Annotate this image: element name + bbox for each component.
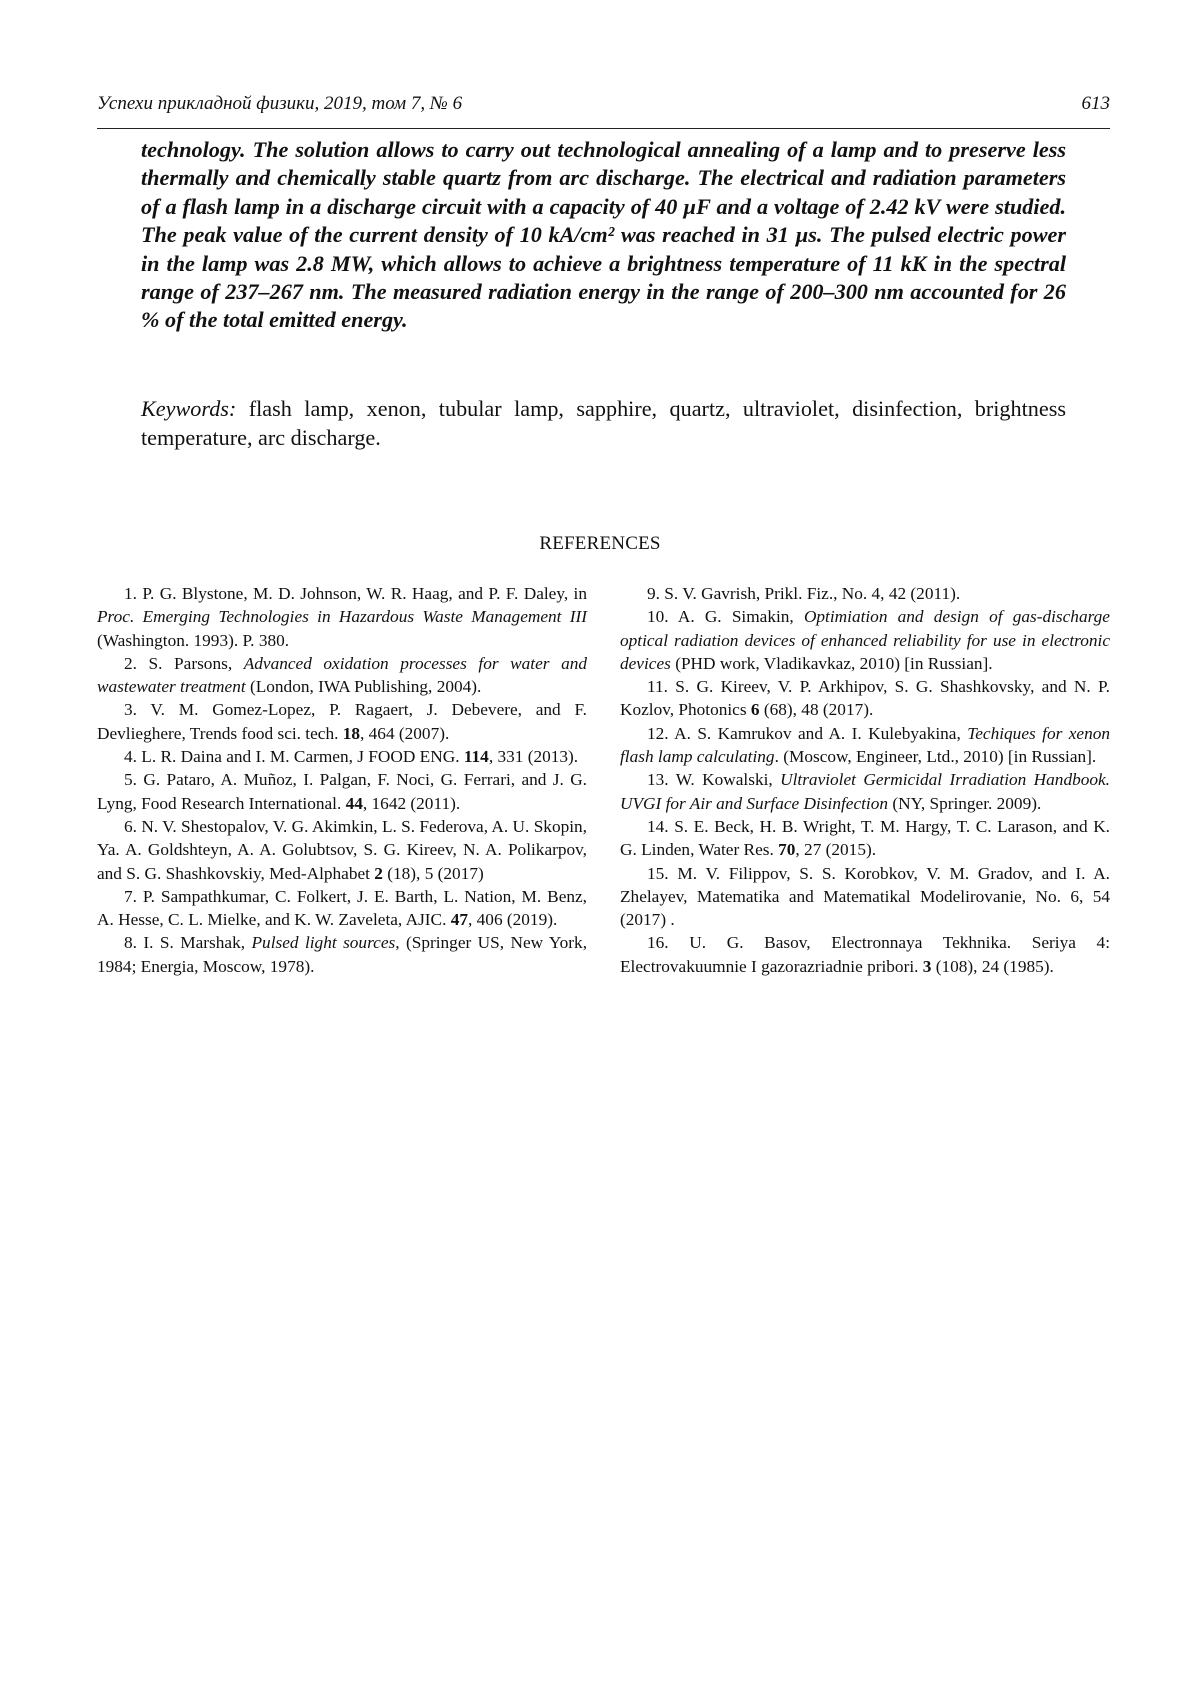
- reference-item: 1. P. G. Blystone, M. D. Johnson, W. R. Haag, and P. F. Daley, in Proc. Emerging Technologies in Hazardous Waste Management III (Washington. 1993). P. 380.: [97, 584, 587, 650]
- references-left-column: [97, 582, 587, 978]
- reference-item: 16. U. G. Basov, Electronnaya Tekhnika. Seriya 4: Electrovakuumnie I gazorazriadnie pribori. 3 (108), 24 (1985).: [620, 933, 1110, 976]
- reference-item: 3. V. M. Gomez-Lopez, P. Ragaert, J. Debevere, and F. Devlieghere, Trends food sci. tech. 18, 464 (2007).: [97, 700, 588, 743]
- reference-item: 6. N. V. Shestopalov, V. G. Akimkin, L. S. Federova, A. U. Skopin, Ya. A. Goldshteyn, A. A. Golubtsov, S. G. Kireev, N. A. Polikarpov, and S. G. Shashkovskiy, Med-Alphabet 2 (18), 5 (2017): [97, 816, 587, 883]
- reference-item: 8. I. S. Marshak, Pulsed light sources, (Springer US, New York, 1984; Energia, Moscow, 1978).: [97, 933, 588, 976]
- keywords-label: Keywords:: [141, 396, 237, 421]
- reference-item: 4. L. R. Daina and I. M. Carmen, J FOOD ENG. 114, 331 (2013).: [124, 747, 579, 767]
- reference-item: 13. W. Kowalski, Ultraviolet Germicidal Irradiation Handbook. UVGI for Air and Surface Disinfection (NY, Springer. 2009).: [620, 770, 1110, 813]
- journal-title: Успехи прикладной физики, 2019, том 7, № 6: [97, 93, 463, 114]
- references-right-column: [620, 582, 1110, 978]
- references-heading: REFERENCES: [539, 533, 661, 554]
- keywords: [141, 394, 1066, 452]
- page-number: 613: [1081, 93, 1110, 114]
- reference-item: 9. S. V. Gavrish, Prikl. Fiz., No. 4, 42 (2011).: [647, 584, 961, 603]
- abstract-text: technology. The solution allows to carry out technological annealing of a lamp and to preserve less thermally and chemically stable quartz from arc discharge. The electrical and radiation parameters of a flash lamp in a discharge circuit with a capacity of 40 µF and a voltage of 2.42 kV were studied. The peak value of the current density of 10 kA/cm² was reached in 31 µs. The pulsed electric power in the lamp was 2.8 MW, which allows to achieve a brightness temperature of 11 kK in the spectral range of 237–267 nm. The measured radiation energy in the range of 200–300 nm accounted for 26 % of the total emitted energy.: [141, 137, 1066, 333]
- reference-item: 14. S. E. Beck, H. B. Wright, T. M. Hargy, T. C. Larason, and K. G. Linden, Water Res. 70, 27 (2015).: [620, 816, 1111, 860]
- reference-item: 2. S. Parsons, Advanced oxidation processes for water and wastewater treatment (London, IWA Publishing, 2004).: [97, 653, 587, 697]
- reference-item: 10. A. G. Simakin, Optimiation and design of gas-discharge optical radiation devices of enhanced reliability for use in electronic devices (PHD work, Vladikavkaz, 2010) [in Russian].: [620, 607, 1110, 673]
- reference-item: 12. A. S. Kamrukov and A. I. Kulebyakina, Techiques for xenon flash lamp calculating. (Moscow, Engineer, Ltd., 2010) [in Russian].: [620, 723, 1110, 767]
- keywords-text: flash lamp, xenon, tubular lamp, sapphire, quartz, ultraviolet, disinfection, brightness temperature, arc discharge.: [141, 396, 1066, 450]
- reference-item: 5. G. Pataro, A. Muñoz, I. Palgan, F. Noci, G. Ferrari, and J. G. Lyng, Food Research International. 44, 1642 (2011).: [97, 770, 587, 813]
- running-header: [97, 92, 1110, 129]
- reference-item: 7. P. Sampathkumar, C. Folkert, J. E. Barth, L. Nation, M. Benz, A. Hesse, C. L. Mielke, and K. W. Zaveleta, AJIC. 47, 406 (2019).: [97, 886, 587, 930]
- reference-item: 15. M. V. Filippov, S. S. Korobkov, V. M. Gradov, and I. A. Zhelayev, Matematika and Matematikal Modelirovanie, No. 6, 54 (2017) .: [620, 863, 1110, 930]
- reference-item: 11. S. G. Kireev, V. P. Arkhipov, S. G. Shashkovsky, and N. P. Kozlov, Photonics 6 (68), 48 (2017).: [620, 677, 1111, 720]
